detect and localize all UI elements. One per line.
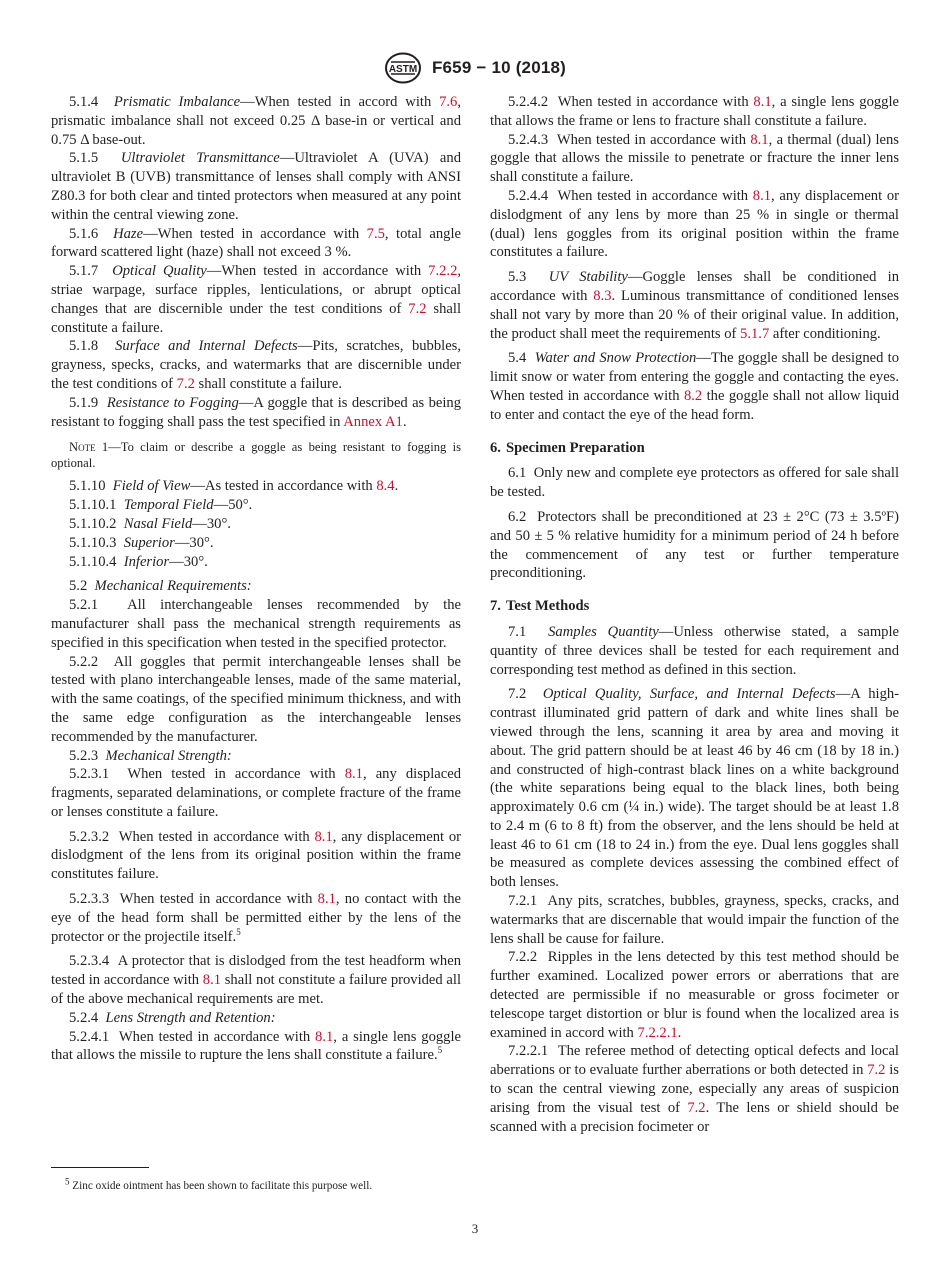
para-5-2-4-2: 5.2.4.2 When tested in accordance with 8.1, a single lens goggle that allows the frame or lens to fracture shall constitute a failure. [490, 94, 899, 129]
para-5-2-4-4: 5.2.4.4 When tested in accordance with 8.1, any displacement or dislodgment of any lens by more than 25 % in single or thermal (dual) lens goggles from its original position within the frame constitutes a failure. [490, 187, 899, 261]
para-5-1-10: 5.1.10 Field of View—As tested in accordance with 8.4. [69, 478, 399, 495]
note-1: Note 1—To claim or describe a goggle as being resistant to fogging is optional. [51, 440, 461, 471]
para-5-1-10-3: 5.1.10.3 Superior—30°. [69, 534, 214, 551]
ref-link[interactable]: 7.2 [408, 300, 427, 317]
para-5-2-3-2: 5.2.3.2 When tested in accordance with 8.1, any displacement or dislodgment of the lens from its original position within the frame constitutes failure. [51, 828, 461, 883]
para-5-1-7: 5.1.7 Optical Quality—When tested in accordance with 7.2.2, striae warpage, surface ripples, lenticulations, or abrupt optical changes that are discernible under the test conditions of 7.2 shall constitute a failure. [51, 263, 462, 336]
para-5-2-3-1: 5.2.3.1 When tested in accordance with 8.1, any displaced fragments, separated delaminations, or complete fracture of the frame or lenses constitute a failure. [51, 766, 461, 820]
ref-link[interactable]: 7.2 [176, 375, 195, 392]
ref-link[interactable]: 8.1 [317, 891, 336, 908]
para-6-2: 6.2 Protectors shall be preconditioned at 23 ± 2°C (73 ± 3.5ºF) and 50 ± 5 % relative humidity for a minimum period of 24 h before the commencement of any test or further temperature preconditioning. [490, 508, 899, 582]
ref-link[interactable]: 5.1.7 [740, 325, 770, 342]
para-5-2-4-1: 5.2.4.1 When tested in accordance with 8.1, a single lens goggle that allows the missile to rupture the lens shall constitute a failure.$^5$ [51, 1028, 461, 1064]
footnote-number: 5 [65, 1176, 70, 1187]
ref-link[interactable]: 7.6 [439, 94, 458, 110]
ref-link[interactable]: Annex A1 [343, 413, 403, 430]
ref-link[interactable]: 7.5 [366, 225, 385, 242]
ref-link[interactable]: 7.2.2 [428, 263, 458, 280]
footnote: $^5$ Zinc oxide ointment has been shown to facilitate this purpose well. [65, 1176, 373, 1192]
document-designation: F659 − 10 (2018) [431, 58, 567, 77]
ref-link[interactable]: 8.4 [376, 478, 395, 495]
para-7-2: 7.2 Optical Quality, Surface, and Internal Defects—A high-contrast illuminated grid pattern of dark and white lines shall be viewed through the lens, scanning it area by area and moving it about. The grid pattern should be at least 46 by 46 cm (18 by 18 in.) and constructed of high-contrast black lines on a white background (the white separations being equal to the black lines, both being approximately 0.6 cm (¼ in.) wide). The target should be at least 1.8 to 2.4 m (6 to 8 ft) from the observer, and the lens should be held at least 46 to 61 cm (18 to 24 in.) from the eye. Dual lens goggles shall be measured as complete devices assessing the combined effect of both lenses. [490, 686, 900, 891]
ref-link[interactable]: 8.1 [344, 766, 363, 783]
para-5-2-3-4: 5.2.3.4 A protector that is dislodged from the test headform when tested in accordance with 8.1 shall not constitute a failure provided all of the above mechanical requirements are met. [51, 953, 461, 1008]
ref-link[interactable]: 8.1 [314, 828, 333, 845]
ref-link[interactable]: 8.1 [315, 1028, 334, 1045]
para-6-1: 6.1 Only new and complete eye protectors as offered for sale shall be tested. [490, 465, 900, 501]
ref-link[interactable]: 8.1 [750, 131, 769, 148]
ref-link[interactable]: 8.1 [753, 94, 772, 110]
footnote-divider [51, 1167, 149, 1168]
logo-text: ASTM [388, 64, 418, 75]
ref-link[interactable]: 8.1 [752, 187, 772, 204]
para-5-2-2: 5.2.2 All goggles that permit interchangeable lenses shall be tested with plano interchangeable lenses, made of the same material, with the same coatings, of the specified minimum thickness, and with the same edge configuration as the interchangeable lenses recommended by the manufacturer. [51, 653, 461, 745]
para-7-2-2-1: 7.2.2.1 The referee method of detecting optical defects and local aberrations or to evaluate further aberrations or both detected in 7.2 is to scan the central viewing zone, especially any areas of suspicion arising from the visual test of 7.2. The lens or shield should be scanned with a precision focimeter or [490, 1043, 899, 1135]
para-5-1-8: 5.1.8 Surface and Internal Defects—Pits, scratches, bubbles, grayness, specks, cracks, and watermarks that are discernible under the test conditions of 7.2 shall constitute a failure. [51, 338, 461, 392]
para-5-2-3: 5.2.3 Mechanical Strength: [69, 747, 232, 764]
para-5-1-4: 5.1.4 Prismatic Imbalance—When tested in accord with 7.6, prismatic imbalance shall not exceed 0.25 Δ base-in or vertical and 0.75 Δ base-out. [51, 94, 462, 148]
para-5-1-9: 5.1.9 Resistance to Fogging—A goggle that is described as being resistant to fogging shall pass the test specified in Annex A1. [51, 394, 461, 430]
para-5-2-4: 5.2.4 Lens Strength and Retention: [69, 1009, 276, 1026]
ref-link[interactable]: 8.3 [593, 287, 612, 304]
para-5-1-10-1: 5.1.10.1 Temporal Field—50°. [69, 497, 253, 514]
para-7-2-1: 7.2.1 Any pits, scratches, bubbles, grayness, specks, cracks, and watermarks that are discernable that would impair the function of the lens shall be cause for failure. [490, 893, 900, 947]
ref-link[interactable]: 8.1 [202, 972, 222, 989]
para-7-1: 7.1 Samples Quantity—Unless otherwise stated, a sample quantity of three devices shall be tested for each requirement and corresponding test method as defined in this section. [490, 623, 900, 678]
para-5-2-1: 5.2.1 All interchangeable lenses recommended by the manufacturer shall pass the mechanical strength requirements as specified in this specification when tested in the specified protector. [51, 597, 462, 651]
page-number: 3 [471, 1221, 479, 1236]
para-5-1-10-4: 5.1.10.4 Inferior—30°. [69, 553, 208, 570]
para-5-1-6: 5.1.6 Haze—When tested in accordance with 7.5, total angle forward scattered light (haze) shall not exceed 3 %. [51, 225, 461, 261]
ref-link[interactable]: 7.2.2.1 [637, 1024, 678, 1041]
left-column [51, 93, 461, 1065]
ref-link[interactable]: 8.2 [683, 387, 703, 404]
ref-link[interactable]: 7.2 [867, 1062, 886, 1079]
para-5-2-3-3: 5.2.3.3 When tested in accordance with 8.1, no contact with the eye of the head form shall be permitted either by the lens of the protector or the projectile itself.$^5$ [51, 891, 462, 945]
astm-logo-icon [384, 52, 422, 84]
para-5-2: 5.2 Mechanical Requirements: [69, 578, 252, 595]
para-5-2-4-3: 5.2.4.3 When tested in accordance with 8.1, a thermal (dual) lens goggle that allows the missile to penetrate or fracture the inner lens shall constitute a failure. [490, 131, 899, 186]
para-5-1-5: 5.1.5 Ultraviolet Transmittance—Ultraviolet A (UVA) and ultraviolet B (UVB) transmittance of lenses shall comply with ANSI Z80.3 for both clear and tinted protectors when measured at any point within the central viewing zone. [51, 150, 461, 223]
ref-link[interactable]: 7.2 [687, 1099, 706, 1116]
para-5-4: 5.4 Water and Snow Protection—The goggle shall be designed to limit snow or water from entering the goggle and contacting the eyes. When tested in accordance with 8.2 the goggle shall not allow liquid to enter and contact the eye of the head form. [490, 350, 899, 423]
para-5-3: 5.3 UV Stability—Goggle lenses shall be conditioned in accordance with 8.3. Luminous transmittance of conditioned lenses shall not vary by more than 20 % of their original value. In addition, the product shall meet the requirements of 5.1.7 after conditioning. [490, 269, 899, 342]
section-6-heading: 6. Specimen Preparation [490, 439, 645, 456]
section-7-heading: 7. Test Methods [490, 598, 590, 615]
footnote-marker[interactable]: 5 [437, 1045, 443, 1056]
right-column [490, 93, 899, 1136]
footnote-marker[interactable]: 5 [236, 926, 241, 937]
page-header [0, 52, 950, 84]
para-7-2-2: 7.2.2 Ripples in the lens detected by this test method should be further examined. Localized power errors or aberrations that are detected are permissible if no measurable or gross focimeter or telescope target distortion or blur is found when the localized area is examined in accord with 7.2.2.1. [490, 949, 900, 1041]
para-5-1-10-2: 5.1.10.2 Nasal Field—30°. [69, 515, 231, 532]
